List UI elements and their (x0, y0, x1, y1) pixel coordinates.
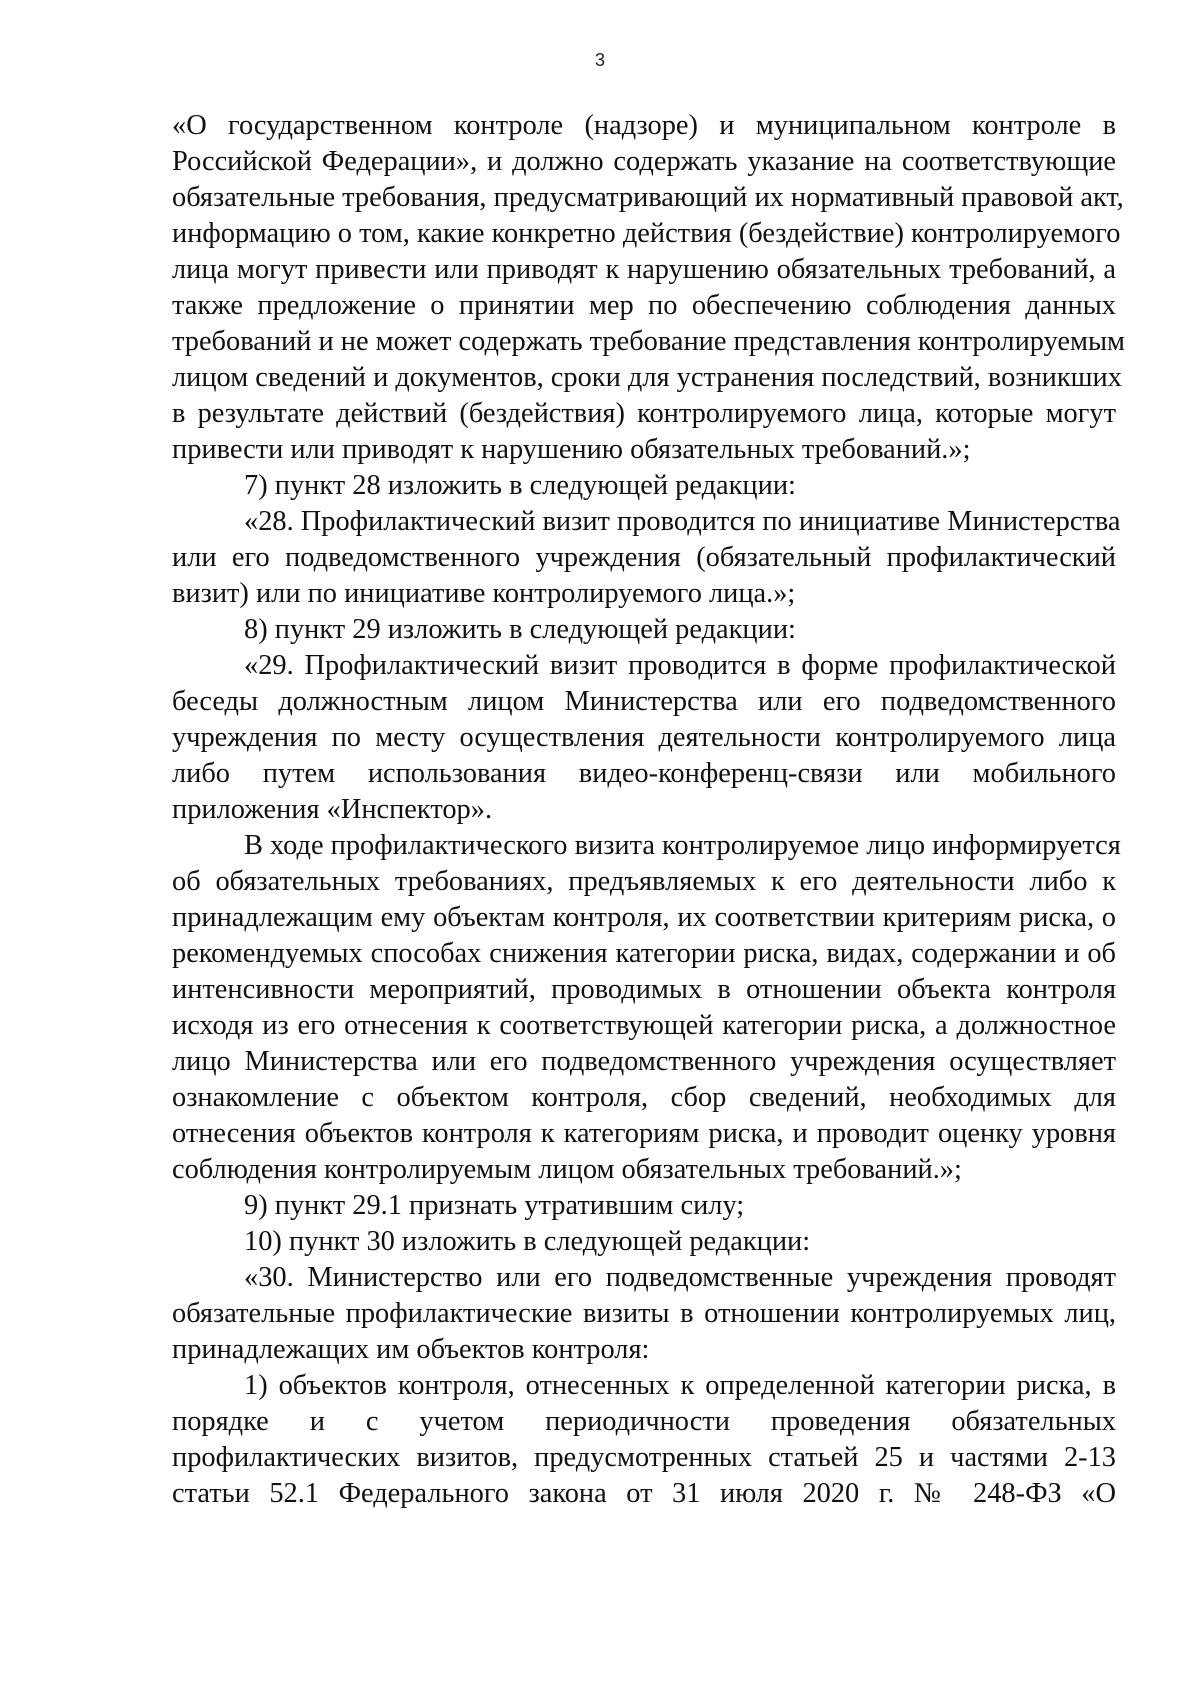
text-line: лица могут привести или приводят к нарушению обязательных требований, а (172, 254, 1116, 285)
text-line: 1) объектов контроля, отнесенных к определенной категории риска, в (244, 1370, 1116, 1401)
text-line: беседы должностным лицом Министерства или его подведомственного (172, 686, 1116, 717)
text-line: «28. Профилактический визит проводится по инициативе Министерства (244, 506, 1121, 537)
text-line: ознакомление с объектом контроля, сбор сведений, необходимых для (172, 1082, 1116, 1113)
text-line: лицо Министерства или его подведомственного учреждения осуществляет (172, 1046, 1116, 1077)
text-line: отнесения объектов контроля к категориям риска, и проводит оценку уровня (172, 1118, 1116, 1149)
text-line: либо путем использования видео-конференц-связи или мобильного (172, 758, 1116, 789)
text-line: визит) или по инициативе контролируемого лица.»; (172, 578, 796, 609)
text-line: порядке и с учетом периодичности проведения обязательных (172, 1406, 1116, 1437)
text-line: статьи 52.1 Федерального закона от 31 июля 2020 г. № 248-ФЗ «О (172, 1478, 1116, 1509)
text-line: соблюдения контролируемым лицом обязательных требований.»; (172, 1154, 962, 1185)
text-line: исходя из его отнесения к соответствующей категории риска, а должностное (172, 1010, 1116, 1041)
text-line: Российской Федерации», и должно содержать указание на соответствующие (172, 146, 1116, 177)
text-line: принадлежащих им объектов контроля: (172, 1334, 650, 1365)
text-line: информацию о том, какие конкретно действия (бездействие) контролируемого (172, 218, 1121, 249)
text-line: 7) пункт 28 изложить в следующей редакции: (244, 470, 796, 501)
text-line: «30. Министерство или его подведомственные учреждения проводят (244, 1262, 1116, 1293)
text-line: в результате действий (бездействия) контролируемого лица, которые могут (172, 398, 1116, 429)
text-line: профилактических визитов, предусмотренных статьей 25 и частями 2-13 (172, 1442, 1116, 1473)
text-line: учреждения по месту осуществления деятельности контролируемого лица (172, 722, 1116, 753)
text-line: 9) пункт 29.1 признать утратившим силу; (244, 1190, 745, 1221)
text-line: требований и не может содержать требование представления контролируемым (172, 326, 1126, 357)
text-line: В ходе профилактического визита контролируемое лицо информируется (244, 830, 1121, 861)
text-line: или его подведомственного учреждения (обязательный профилактический (172, 542, 1116, 573)
text-line: «О государственном контроле (надзоре) и муниципальном контроле в (172, 110, 1116, 141)
text-line: об обязательных требованиях, предъявляемых к его деятельности либо к (172, 866, 1116, 897)
text-line: обязательные профилактические визиты в отношении контролируемых лиц, (172, 1298, 1116, 1329)
page-number: 3 (594, 50, 605, 70)
text-line: рекомендуемых способах снижения категории риска, видах, содержании и об (172, 938, 1116, 969)
text-line: приложения «Инспектор». (172, 794, 493, 825)
text-line: «29. Профилактический визит проводится в форме профилактической (244, 650, 1116, 681)
text-line: принадлежащим ему объектам контроля, их соответствии критериям риска, о (172, 902, 1116, 933)
text-line: интенсивности мероприятий, проводимых в отношении объекта контроля (172, 974, 1116, 1005)
text-line: также предложение о принятии мер по обеспечению соблюдения данных (172, 290, 1116, 321)
text-line: обязательные требования, предусматривающий их нормативный правовой акт, (172, 182, 1124, 213)
document-body (172, 108, 1126, 1512)
text-line: привести или приводят к нарушению обязательных требований.»; (172, 434, 971, 465)
text-line: 8) пункт 29 изложить в следующей редакции: (244, 614, 796, 645)
text-line: лицом сведений и документов, сроки для устранения последствий, возникших (172, 362, 1122, 393)
text-line: 10) пункт 30 изложить в следующей редакции: (244, 1226, 811, 1257)
